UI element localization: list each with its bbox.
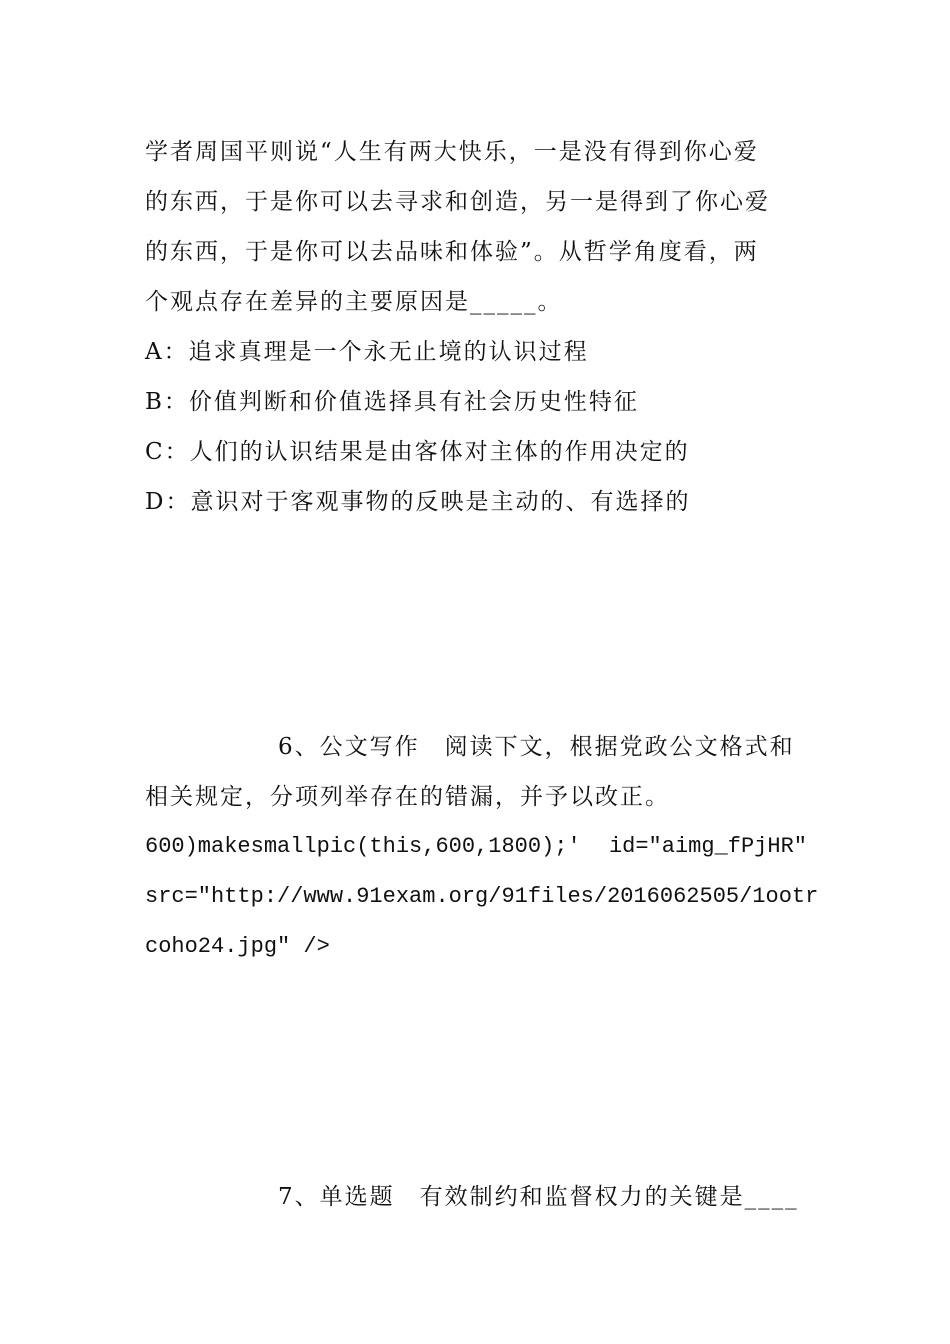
question-6-stem: 相关规定，分项列举存在的错漏，并予以改正。 <box>145 784 670 810</box>
question-7 <box>145 1172 807 1222</box>
question-5-stem-line-1: 学者周国平则说“人生有两大快乐，一是没有得到你心爱 <box>145 139 759 165</box>
question-5-option-a: A：追求真理是一个永无止境的认识过程 <box>145 339 589 365</box>
question-6-code-line-1 <box>145 822 807 872</box>
question-6-code-line-3: coho24.jpg" /> <box>145 934 330 959</box>
question-6-code-fragment-b: id="aimg_fPjHR" <box>608 834 807 859</box>
question-5-stem-line-4: 个观点存在差异的主要原因是_____。 <box>145 289 563 315</box>
question-6-code-fragment-a: 600)makesmallpic(this,600,1800);' <box>145 834 581 859</box>
question-5-stem-line-2: 的东西，于是你可以去寻求和创造，另一是得到了你心爱 <box>145 189 770 215</box>
question-6 <box>145 722 819 972</box>
question-6-code-line-2: src="http://www.91exam.org/91files/2016062505/1ootr <box>145 884 819 909</box>
question-5-option-c: C：人们的认识结果是由客体对主体的作用决定的 <box>145 439 690 465</box>
question-5 <box>145 127 807 527</box>
question-5-option-b: B：价值判断和价值选择具有社会历史性特征 <box>145 389 639 415</box>
question-7-heading: 7、单选题 有效制约和监督权力的关键是____ <box>278 1184 799 1210</box>
question-5-stem-line-3: 的东西，于是你可以去品味和体验”。从哲学角度看，两 <box>145 239 759 265</box>
question-6-heading: 6、公文写作 阅读下文，根据党政公文格式和 <box>278 734 795 760</box>
question-5-option-d: D：意识对于客观事物的反映是主动的、有选择的 <box>145 489 691 515</box>
